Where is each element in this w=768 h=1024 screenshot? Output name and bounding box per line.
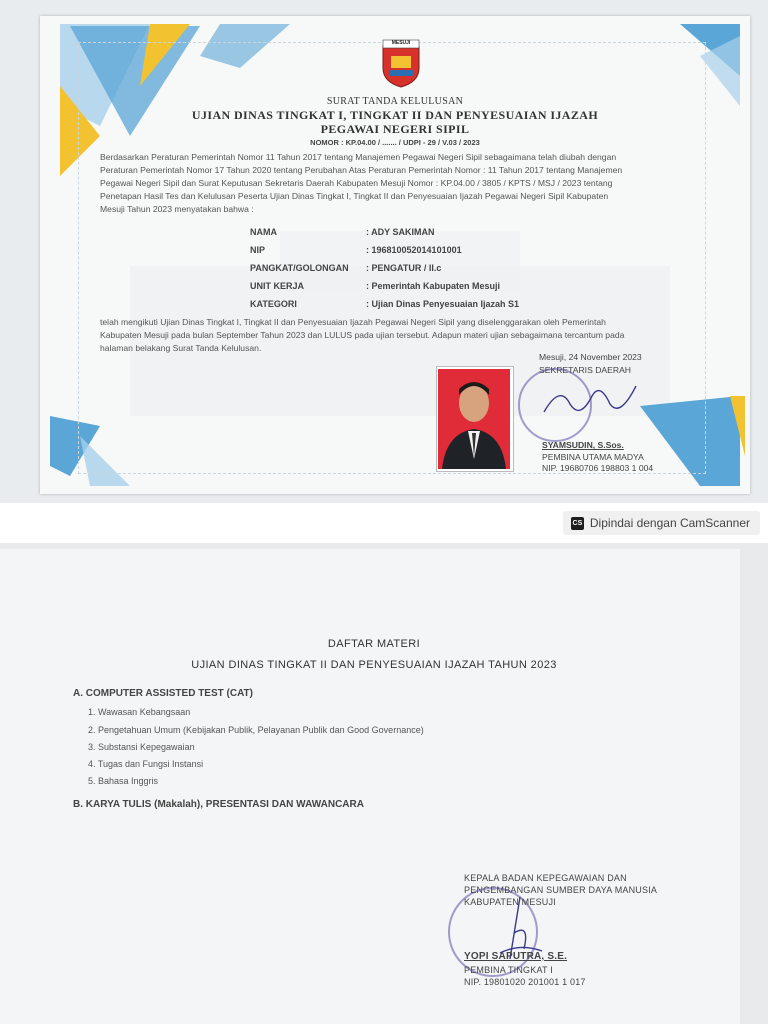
field-row-category bbox=[250, 299, 650, 317]
certificate-closing bbox=[100, 316, 700, 355]
materials-signatory bbox=[464, 873, 657, 909]
camscanner-badge bbox=[563, 511, 760, 535]
field-label: NAMA bbox=[250, 227, 277, 237]
body-line: Pegawai Negeri Sipil dan Surat Keputusan Sekretaris Daerah Kabupaten Mesuji Nomor : KP.04.00 / 3805 / KPTS / MSJ / 2023 tentang bbox=[100, 178, 613, 188]
camscanner-logo-icon: CS bbox=[571, 517, 584, 530]
list-item: 4. Tugas dan Fungsi Instansi bbox=[88, 759, 204, 769]
certificate-page bbox=[0, 0, 768, 503]
body-line: Peraturan Pemerintah Nomor 17 Tahun 2020 tentang Perubahan Atas Peraturan Pemerintah Nomor : 11 Tahun 2017 tentang Manajemen bbox=[100, 165, 623, 175]
materials-sheet bbox=[0, 549, 740, 1024]
signer-nip: NIP. 19680706 198803 1 004 bbox=[542, 463, 654, 473]
scanner-strip bbox=[0, 503, 768, 543]
section-a-list bbox=[88, 707, 424, 793]
field-row-rank bbox=[250, 263, 650, 281]
materials-page bbox=[0, 543, 768, 1024]
materials-subtitle: UJIAN DINAS TINGKAT II DAN PENYESUAIAN IJAZAH TAHUN 2023 bbox=[191, 659, 557, 671]
field-row-name bbox=[250, 227, 650, 245]
list-item: 1. Wawasan Kebangsaan bbox=[88, 707, 191, 717]
materials-signer-nip: NIP. 19801020 201001 1 017 bbox=[464, 977, 586, 987]
signer-title: SEKRETARIS DAERAH bbox=[539, 365, 632, 375]
certificate-number: NOMOR : KP.04.00 / ....... / UDPI - 29 / V.03 / 2023 bbox=[310, 138, 480, 147]
body-line: Mesuji Tahun 2023 menyatakan bahwa : bbox=[100, 204, 254, 214]
heading-small: SURAT TANDA KELULUSAN bbox=[326, 96, 464, 107]
field-label: KATEGORI bbox=[250, 299, 297, 309]
field-value: : Ujian Dinas Penyesuaian Ijazah S1 bbox=[366, 299, 520, 309]
field-row-nip bbox=[250, 245, 650, 263]
signatory-line: KABUPATEN MESUJI bbox=[464, 897, 556, 907]
certificate-fields bbox=[250, 227, 650, 317]
closing-line: telah mengikuti Ujian Dinas Tingkat I, Tingkat II dan Penyesuaian Ijazah Pegawai Negeri Sipil yang diselenggarakan oleh Pemerintah bbox=[100, 317, 606, 327]
signer-rank: PEMBINA UTAMA MADYA bbox=[542, 452, 644, 462]
field-value: : 196810052014101001 bbox=[366, 245, 462, 255]
field-value: : PENGATUR / II.c bbox=[366, 263, 442, 273]
section-b-heading: B. KARYA TULIS (Makalah), PRESENTASI DAN WAWANCARA bbox=[73, 799, 364, 810]
camscanner-label: Dipindai dengan CamScanner bbox=[589, 516, 750, 530]
emblem-text: MESUJI bbox=[391, 40, 411, 46]
place-date: Mesuji, 24 November 2023 bbox=[539, 352, 642, 362]
signature-mark bbox=[540, 374, 640, 424]
closing-line: halaman belakang Surat Tanda Kelulusan. bbox=[100, 343, 262, 353]
certificate-body bbox=[100, 151, 700, 216]
materials-signer-rank: PEMBINA TINGKAT I bbox=[464, 965, 553, 975]
signer-name: SYAMSUDIN, S.Sos. bbox=[542, 440, 624, 450]
certificate-title-line1: UJIAN DINAS TINGKAT I, TINGKAT II DAN PENYESUAIAN IJAZAH bbox=[191, 108, 599, 122]
certificate-sheet bbox=[40, 16, 750, 494]
body-line: Berdasarkan Peraturan Pemerintah Nomor 11 Tahun 2017 tentang Manajemen Pegawai Negeri Sipil sebagaimana telah diubah dengan bbox=[100, 152, 617, 162]
certificate-title-line2: PEGAWAI NEGERI SIPIL bbox=[320, 122, 470, 136]
materials-title: DAFTAR MATERI bbox=[327, 638, 421, 650]
signatory-line: KEPALA BADAN KEPEGAWAIAN DAN bbox=[464, 873, 627, 883]
mesuji-emblem-icon bbox=[381, 38, 421, 88]
section-a-heading: A. COMPUTER ASSISTED TEST (CAT) bbox=[73, 688, 253, 699]
field-label: PANGKAT/GOLONGAN bbox=[250, 263, 349, 273]
list-item: 2. Pengetahuan Umum (Kebijakan Publik, Pelayanan Publik dan Good Governance) bbox=[88, 725, 424, 735]
participant-photo bbox=[436, 366, 514, 472]
signatory-line: PENGEMBANGAN SUMBER DAYA MANUSIA bbox=[464, 885, 658, 895]
field-value: : ADY SAKIMAN bbox=[366, 227, 435, 237]
field-label: UNIT KERJA bbox=[250, 281, 305, 291]
field-label: NIP bbox=[250, 245, 266, 255]
body-line: Penetapan Hasil Tes dan Kelulusan Peserta Ujian Dinas Tingkat I, Tingkat II dan Penyesuaian Ijazah Pegawai Negeri Sipil Kabupaten bbox=[100, 191, 609, 201]
closing-line: Kabupaten Mesuji pada bulan September Tahun 2023 dan LULUS pada ujian tersebut. Adapun materi ujian sebagaimana tercantum pada bbox=[100, 330, 625, 340]
field-row-unit bbox=[250, 281, 650, 299]
materials-signer-name: YOPI SAPUTRA, S.E. bbox=[464, 951, 568, 962]
list-item: 3. Substansi Kepegawaian bbox=[88, 742, 195, 752]
field-value: : Pemerintah Kabupaten Mesuji bbox=[366, 281, 501, 291]
list-item: 5. Bahasa Inggris bbox=[88, 776, 159, 786]
